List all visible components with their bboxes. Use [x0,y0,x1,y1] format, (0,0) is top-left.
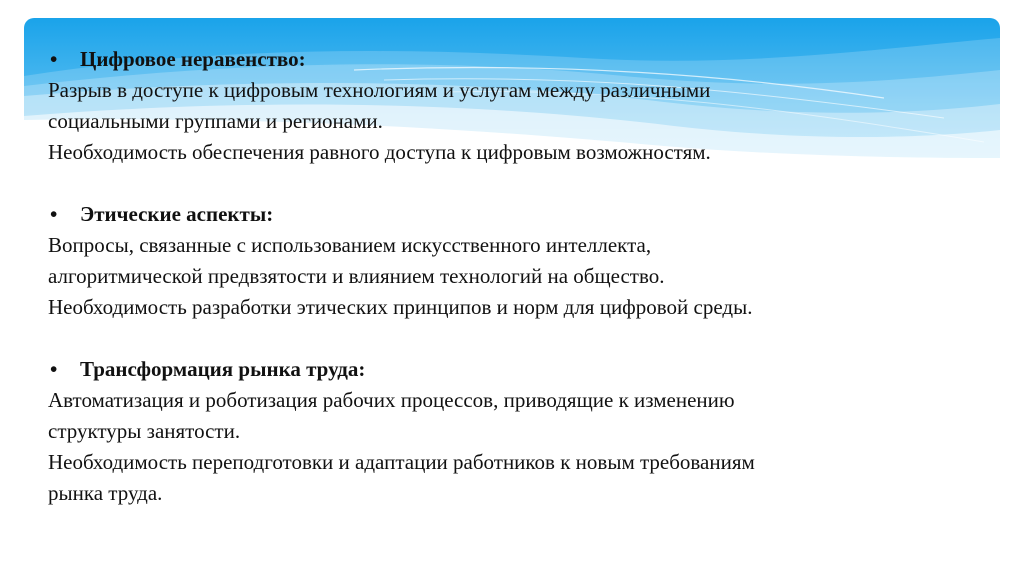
section-heading [48,354,988,385]
body-line: рынка труда. [48,481,163,505]
section-digital-inequality [48,44,988,168]
body-line: Разрыв в доступе к цифровым технологиям и услугам между различными [48,78,711,102]
body-line: структуры занятости. [48,419,241,443]
body-line: Вопросы, связанные с использованием искусственного интеллекта, [48,233,652,257]
bullet-icon: • [50,47,58,71]
heading-text: Трансформация рынка труда: [80,357,366,381]
body-line: социальными группами и регионами. [48,109,383,133]
body-line: алгоритмической предвзятости и влиянием технологий на общество. [48,264,665,288]
section-heading [48,44,988,75]
body-line: Необходимость переподготовки и адаптации работников к новым требованиям [48,450,755,474]
section-ethical-aspects [48,199,988,323]
body-line: Необходимость разработки этических принципов и норм для цифровой среды. [48,295,753,319]
bullet-icon: • [50,202,58,226]
body-line: Необходимость обеспечения равного доступа к цифровым возможностям. [48,140,711,164]
heading-text: Цифровое неравенство: [80,47,306,71]
section-labor-market [48,354,988,509]
bullet-icon: • [50,357,58,381]
body-line: Автоматизация и роботизация рабочих процессов, приводящие к изменению [48,388,735,412]
section-heading [48,199,988,230]
slide-content [48,44,988,540]
heading-text: Этические аспекты: [80,202,274,226]
